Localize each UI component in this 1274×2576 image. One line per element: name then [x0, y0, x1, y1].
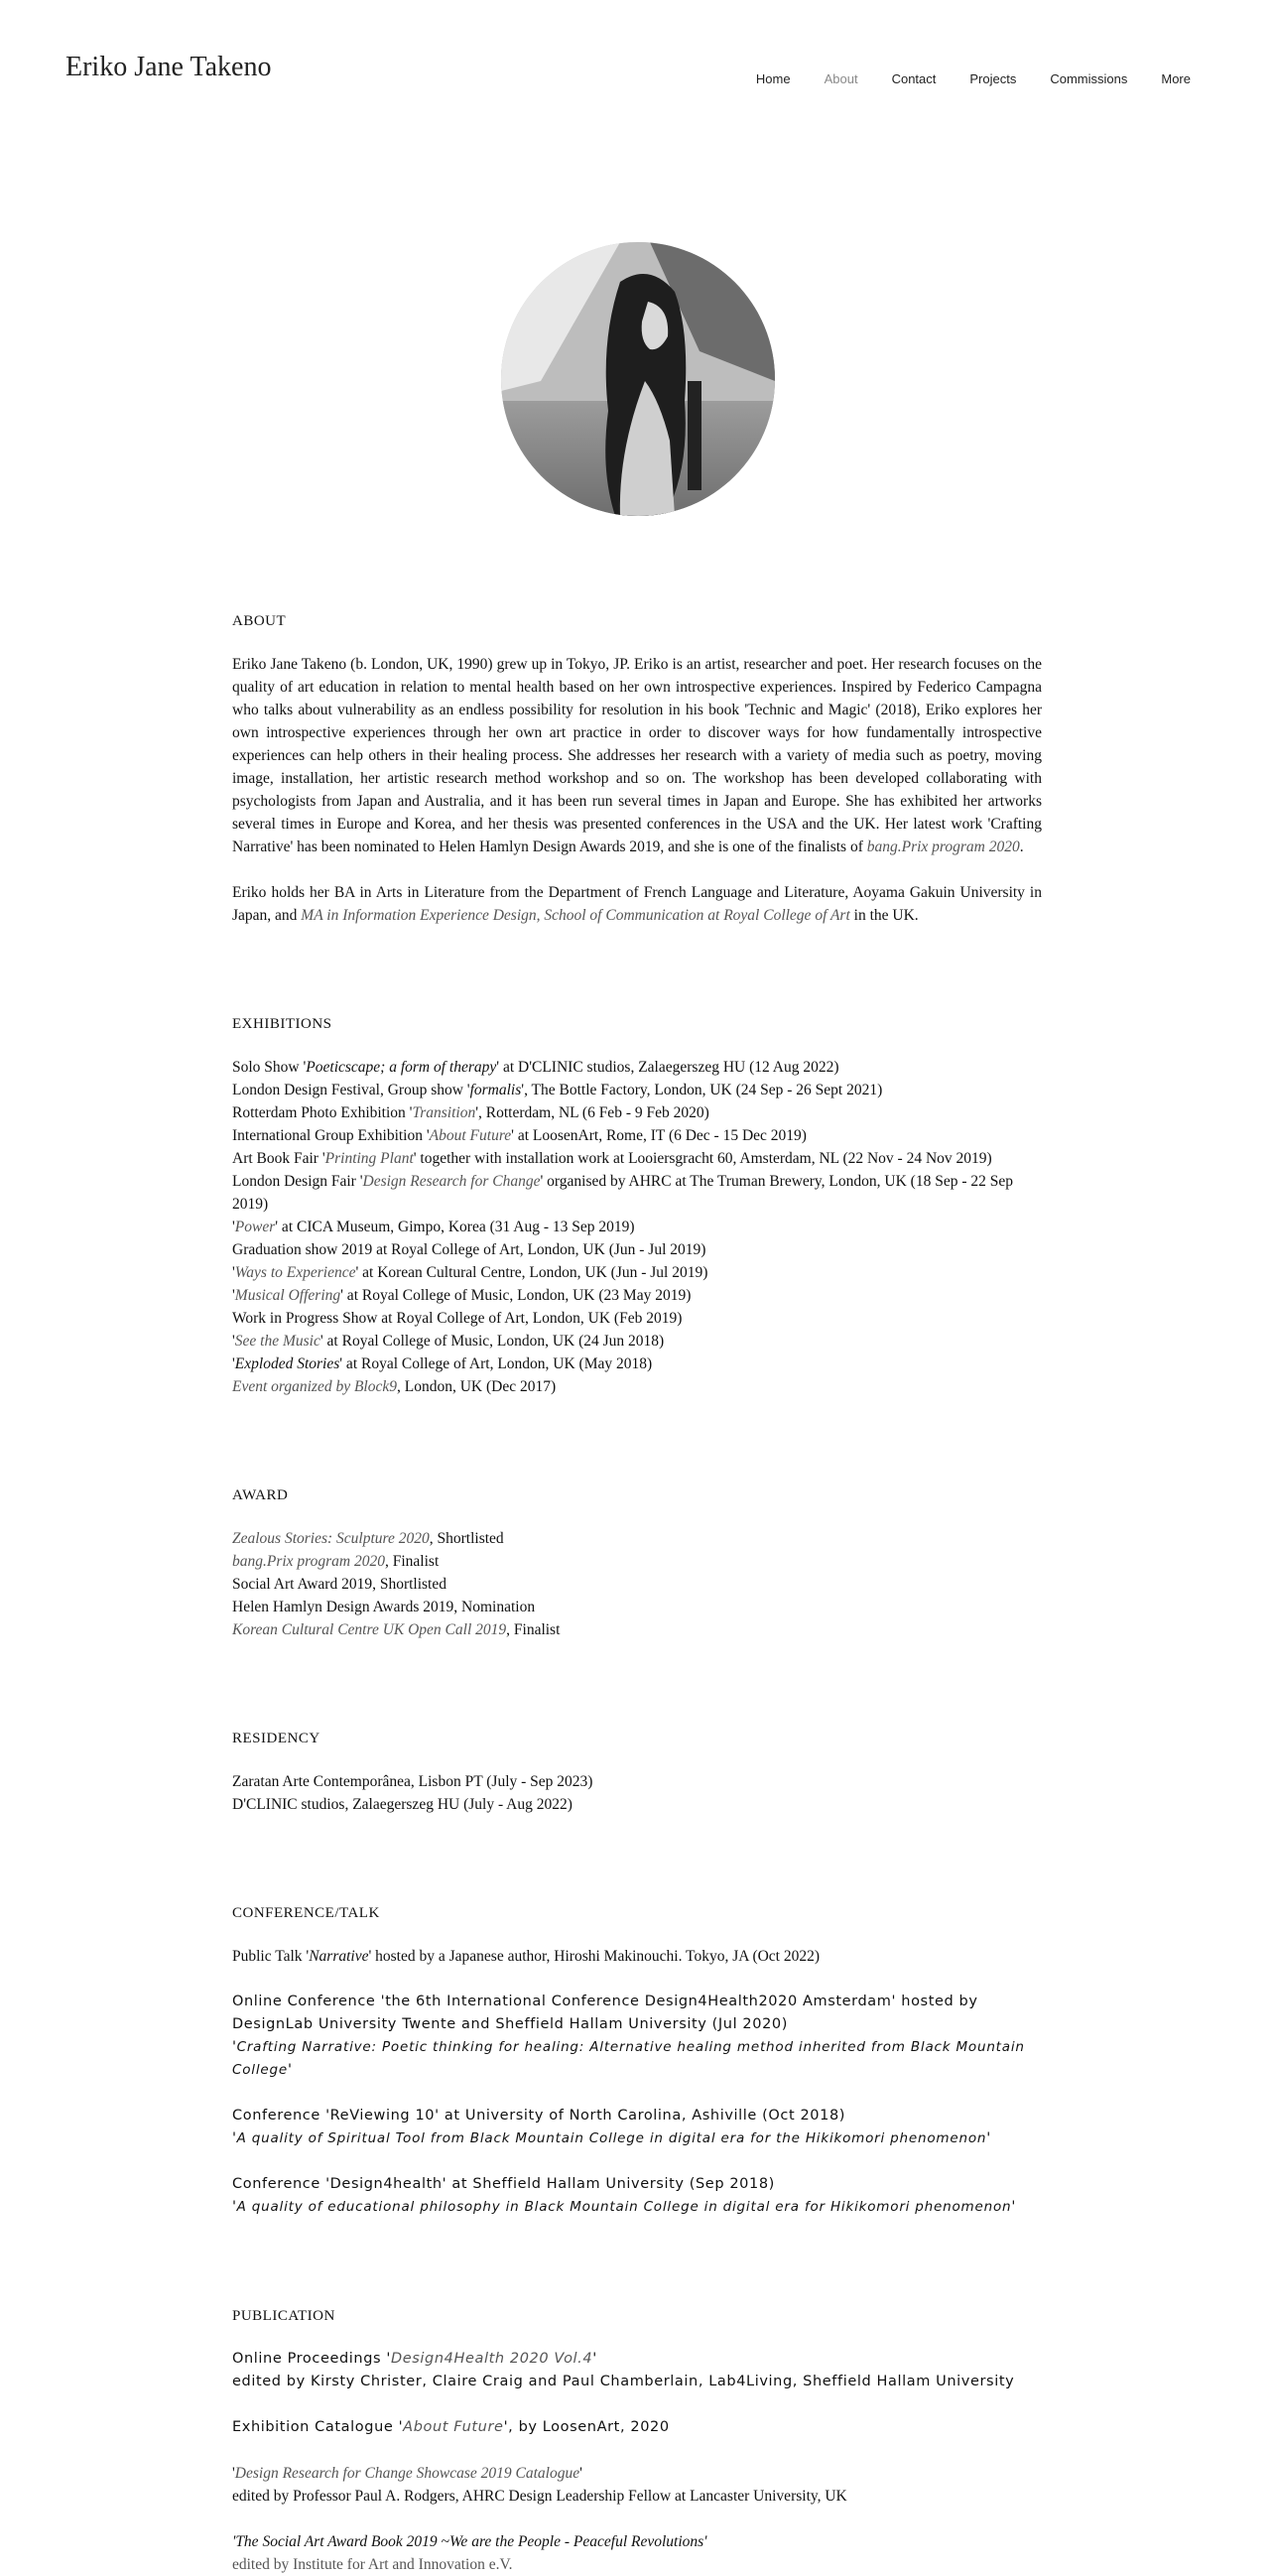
- exhibition-item: Graduation show 2019 at Royal College of Art, London, UK (Jun - Jul 2019): [232, 1241, 706, 1258]
- award-link[interactable]: Korean Cultural Centre UK Open Call 2019: [232, 1621, 507, 1638]
- nav-home[interactable]: Home: [755, 71, 791, 86]
- exhibition-item: 'See the Music' at Royal College of Music, London, UK (24 Jun 2018): [232, 1333, 665, 1350]
- exhibition-link[interactable]: See the Music: [234, 1333, 320, 1350]
- exhibition-item: London Design Fair 'Design Research for Change' organised by AHRC at The Truman Brewery, London, UK (18 Sep - 22 Sep 2019): [232, 1173, 1013, 1213]
- bang-prix-link[interactable]: bang.Prix program 2020: [866, 838, 1020, 855]
- nav-about[interactable]: About: [824, 71, 858, 86]
- about-text-2a: Eriko holds her BA in Arts in Literature from the Department of French Language and Literature, Aoyama Gakuin University in Japan, and: [232, 884, 1042, 924]
- exhibition-item: International Group Exhibition 'About Future' at LoosenArt, Rome, IT (6 Dec - 15 Dec 2019): [232, 1127, 807, 1144]
- exhibition-link[interactable]: Power: [234, 1219, 276, 1235]
- residency-heading: RESIDENCY: [232, 1731, 320, 1746]
- publication-heading: PUBLICATION: [232, 2308, 335, 2324]
- award-item: Korean Cultural Centre UK Open Call 2019, Finalist: [232, 1621, 561, 1638]
- about-paragraph-2: [232, 881, 1042, 927]
- nav-contact[interactable]: Contact: [891, 71, 937, 86]
- exhibition-item: Event organized by Block9, London, UK (Dec 2017): [232, 1378, 557, 1395]
- conference-heading: CONFERENCE/TALK: [232, 1905, 380, 1921]
- award-link[interactable]: bang.Prix program 2020: [232, 1553, 385, 1570]
- publication-link[interactable]: Design4Health 2020 Vol.4: [390, 2351, 593, 2367]
- conference-title: Online Conference 'the 6th International Conference Design4Health2020 Amsterdam' hosted by DesignLab University Twente and Sheffield Hallam University (Jul 2020): [232, 1994, 978, 2032]
- conference-paper: 'Crafting Narrative: Poetic thinking for healing: Alternative healing method inherited from Black Mountain College': [232, 2039, 1025, 2078]
- award-item: Social Art Award 2019, Shortlisted: [232, 1576, 446, 1593]
- award-heading: AWARD: [232, 1487, 289, 1503]
- conference-paper: 'A quality of Spiritual Tool from Black Mountain College in digital era for the Hikikomori phenomenon': [232, 2130, 991, 2146]
- publication-editors: edited by Kirsty Christer, Claire Craig and Paul Chamberlain, Lab4Living, Sheffield Hallam University: [232, 2374, 1015, 2389]
- publication-link[interactable]: Design Research for Change Showcase 2019 Catalogue: [234, 2465, 580, 2482]
- exhibition-link[interactable]: Ways to Experience: [234, 1264, 356, 1281]
- portrait-photo: [501, 242, 775, 516]
- exhibition-link[interactable]: Printing Plant: [324, 1150, 414, 1167]
- publication-link[interactable]: About Future: [403, 2419, 504, 2435]
- conference-title: Conference 'Design4health' at Sheffield Hallam University (Sep 2018): [232, 2176, 775, 2192]
- nav-more[interactable]: More: [1161, 71, 1191, 86]
- exhibition-link[interactable]: Event organized by Block9: [232, 1378, 397, 1395]
- exhibition-item: Solo Show 'Poeticscape; a form of therapy' at D'CLINIC studios, Zalaegerszeg HU (12 Aug 2022): [232, 1059, 839, 1076]
- publication-editors: edited by Professor Paul A. Rodgers, AHRC Design Leadership Fellow at Lancaster University, UK: [232, 2488, 847, 2505]
- exhibition-item: Work in Progress Show at Royal College of Art, London, UK (Feb 2019): [232, 1310, 683, 1327]
- exhibitions-heading: EXHIBITIONS: [232, 1016, 332, 1032]
- about-heading: ABOUT: [232, 613, 287, 629]
- publication-title: 'The Social Art Award Book 2019 ~We are the People - Peaceful Revolutions': [232, 2533, 707, 2550]
- conference-paper: 'A quality of educational philosophy in Black Mountain College in digital era for Hikikomori phenomenon': [232, 2199, 1016, 2215]
- nav-commissions[interactable]: Commissions: [1050, 71, 1128, 86]
- exhibition-item: Art Book Fair 'Printing Plant' together with installation work at Looiersgracht 60, Amsterdam, NL (22 Nov - 24 Nov 2019): [232, 1150, 992, 1167]
- exhibition-link[interactable]: Musical Offering: [234, 1287, 341, 1304]
- talk-item: Public Talk 'Narrative' hosted by a Japanese author, Hiroshi Makinouchi. Tokyo, JA (Oct 2022): [232, 1948, 821, 1965]
- main-nav: [722, 71, 1191, 86]
- site-title[interactable]: Eriko Jane Takeno: [65, 52, 272, 82]
- award-item: Helen Hamlyn Design Awards 2019, Nomination: [232, 1599, 536, 1615]
- conference-title: Conference 'ReViewing 10' at University of North Carolina, Ashiville (Oct 2018): [232, 2108, 846, 2124]
- exhibition-item: London Design Festival, Group show 'formalis', The Bottle Factory, London, UK (24 Sep - 26 Sept 2021): [232, 1082, 883, 1098]
- about-paragraph-1: [232, 653, 1042, 858]
- exhibition-link[interactable]: Design Research for Change: [362, 1173, 541, 1190]
- publication-title: Exhibition Catalogue 'About Future', by LoosenArt, 2020: [232, 2419, 670, 2435]
- about-text: Eriko Jane Takeno (b. London, UK, 1990) grew up in Tokyo, JP. Eriko is an artist, researcher and poet. Her research focuses on the quality of art education in relation to mental health based on her own introspective experiences. Inspired by Federico Campagna who talks about vulnerability as an endless possibility for resolution in his book 'Technic and Magic' (2018), Eriko explores her own introspective experiences through her own art practice in order to discover ways for how fundamentally introspective experiences can help others in their healing process. She addresses her research with a variety of media such as poetry, moving image, installation, her artistic research method workshop and so on. The workshop has been developed collaborating with psychologists from Japan and Australia, and it has been run several times in Japan and Europe. She has exhibited her artworks several times in Europe and Korea, and her thesis was presented conferences in the USA and the UK. Her latest work 'Crafting Narrative' has been nominated to Helen Hamlyn Design Awards 2019, and she is one of the finalists of: [232, 656, 1042, 855]
- exhibition-item: 'Exploded Stories' at Royal College of Art, London, UK (May 2018): [232, 1355, 653, 1372]
- publication-title: Online Proceedings 'Design4Health 2020 Vol.4': [232, 2351, 597, 2367]
- nav-projects[interactable]: Projects: [969, 71, 1017, 86]
- about-text-end: .: [1019, 838, 1024, 855]
- about-content: [232, 613, 1042, 2576]
- award-list: [232, 1527, 1042, 1641]
- award-link[interactable]: Zealous Stories: Sculpture 2020: [232, 1530, 430, 1547]
- exhibition-item: 'Ways to Experience' at Korean Cultural Centre, London, UK (Jun - Jul 2019): [232, 1264, 708, 1281]
- exhibition-item: Rotterdam Photo Exhibition 'Transition', Rotterdam, NL (6 Feb - 9 Feb 2020): [232, 1104, 709, 1121]
- publication-editors: edited by Institute for Art and Innovation e.V.: [232, 2556, 513, 2573]
- publication-title: 'Design Research for Change Showcase 2019 Catalogue': [232, 2465, 582, 2482]
- residency-item: Zaratan Arte Contemporânea, Lisbon PT (July - Sep 2023): [232, 1773, 593, 1790]
- portrait-image: [501, 242, 775, 516]
- exhibition-item: 'Musical Offering' at Royal College of Music, London, UK (23 May 2019): [232, 1287, 692, 1304]
- exhibition-link[interactable]: About Future: [429, 1127, 512, 1144]
- award-item: bang.Prix program 2020, Finalist: [232, 1553, 440, 1570]
- exhibition-link[interactable]: Transition: [412, 1104, 476, 1121]
- award-item: Zealous Stories: Sculpture 2020, Shortlisted: [232, 1530, 504, 1547]
- residency-list: [232, 1770, 1042, 1816]
- rca-ma-link[interactable]: MA in Information Experience Design, School of Communication at Royal College of Art: [301, 907, 850, 924]
- about-text-2b: in the UK.: [849, 907, 919, 924]
- exhibitions-list: [232, 1056, 1042, 1398]
- residency-item: D'CLINIC studios, Zalaegerszeg HU (July - Aug 2022): [232, 1796, 573, 1813]
- exhibition-item: 'Power' at CICA Museum, Gimpo, Korea (31 Aug - 13 Sep 2019): [232, 1219, 635, 1235]
